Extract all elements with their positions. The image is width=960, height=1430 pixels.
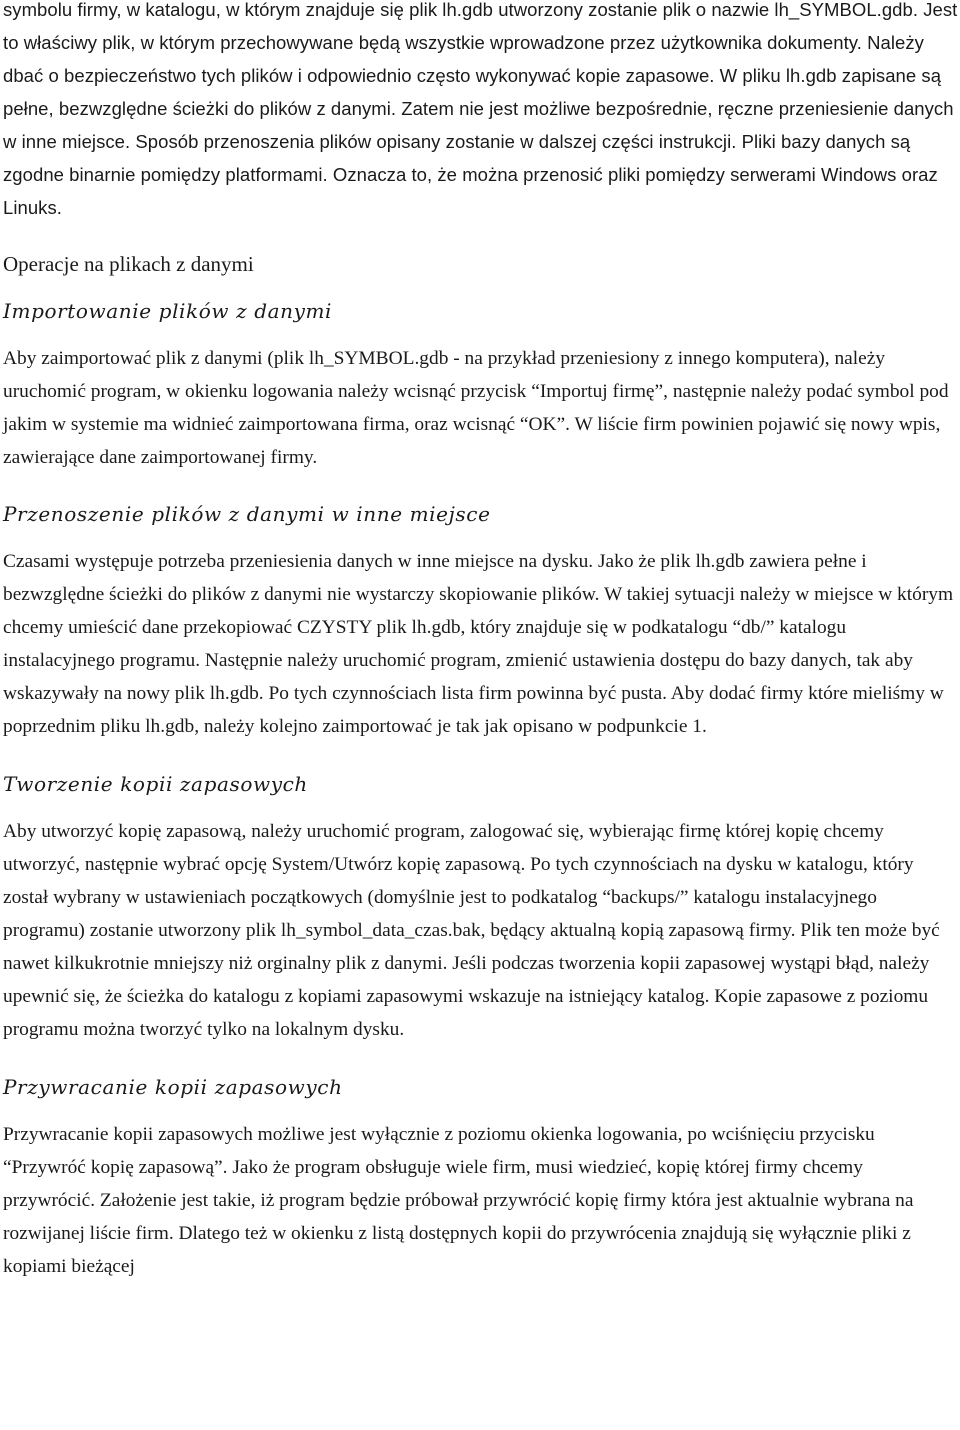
- document-page: [3, 0, 958, 1283]
- subsection-heading-import: Importowanie plików z danymi: [3, 299, 333, 323]
- paragraph-import: Aby zaimportować plik z danymi (plik lh_SYMBOL.gdb - na przykład przeniesiony z innego komputera), należy uruchomić program, w okienku logowania należy wcisnąć przycisk “Importuj firmę”, następnie należy podać symbol pod jakim w systemie ma widnieć zaimportowana firma, oraz wcisnąć “OK”. W liście firm powinien pojawić się nowy wpis, zawierające dane zaimportowanej firmy.: [3, 348, 949, 468]
- paragraph-backup: Aby utworzyć kopię zapasową, należy uruchomić program, zalogować się, wybierając firmę której kopię chcemy utworzyć, następnie wybrać opcję System/Utwórz kopię zapasową. Po tych czynnościach na dysku w katalogu, który został wybrany w ustawieniach początkowych (domyślnie jest to podkatalog “backups/” katalogu instalacyjnego programu) zostanie utworzony plik lh_symbol_data_czas.bak, będący aktualną kopią zapasową firmy. Plik ten może być nawet kilkukrotnie mniejszy niż orginalny plik z danymi. Jeśli podczas tworzenia kopii zapasowej wystąpi błąd, należy upewnić się, że ścieżka do katalogu z kopiami zapasowymi wskazuje na istniejący katalog. Kopie zapasowe z poziomu programu można tworzyć tylko na lokalnym dysku.: [3, 821, 940, 1040]
- subsection-heading-backup: Tworzenie kopii zapasowych: [3, 772, 308, 796]
- subsection-heading-move: Przenoszenie plików z danymi w inne miejsce: [3, 502, 491, 526]
- subsection-heading-restore: Przywracanie kopii zapasowych: [3, 1075, 343, 1099]
- section-heading: Operacje na plikach z danymi: [3, 252, 254, 276]
- paragraph-restore: Przywracanie kopii zapasowych możliwe jest wyłącznie z poziomu okienka logowania, po wciśnięciu przycisku “Przywróć kopię zapasową”. Jako że program obsługuje wiele firm, musi wiedzieć, kopię której firmy chcemy przywrócić. Założenie jest takie, iż program będzie próbował przywrócić kopię firmy która jest aktualnie wybrana na rozwijanej liście firm. Dlatego też w okienku z listą dostępnych kopii do przywrócenia znajdują się wyłącznie pliki z kopiami bieżącej: [3, 1124, 914, 1277]
- paragraph-move: Czasami występuje potrzeba przeniesienia danych w inne miejsce na dysku. Jako że plik lh.gdb zawiera pełne i bezwzględne ścieżki do plików z danymi nie wystarczy skopiowanie plików. W takiej sytuacji należy w miejsce w którym chcemy umieścić dane przekopiować CZYSTY plik lh.gdb, który znajduje się w podkatalogu “db/” katalogu instalacyjnego programu. Następnie należy uruchomić program, zmienić ustawienia dostępu do bazy danych, tak aby wskazywały na nowy plik lh.gdb. Po tych czynnościach lista firm powinna być pusta. Aby dodać firmy które mieliśmy w poprzednim pliku lh.gdb, należy kolejno zaimportować je tak jak opisano w podpunkcie 1.: [3, 551, 954, 737]
- intro-paragraph: symbolu firmy, w katalogu, w którym znajduje się plik lh.gdb utworzony zostanie plik o nazwie lh_SYMBOL.gdb. Jest to właściwy plik, w którym przechowywane będą wszystkie wprowadzone przez użytkownika dokumenty. Należy dbać o bezpieczeństwo tych plików i odpowiednio często wykonywać kopie zapasowe. W pliku lh.gdb zapisane są pełne, bezwzględne ścieżki do plików z danymi. Zatem nie jest możliwe bezpośrednie, ręczne przeniesienie danych w inne miejsce. Sposób przenoszenia plików opisany zostanie w dalszej części instrukcji. Pliki bazy danych są zgodne binarnie pomiędzy platformami. Oznacza to, że można przenosić pliki pomiędzy serwerami Windows oraz Linuks.: [3, 0, 958, 218]
